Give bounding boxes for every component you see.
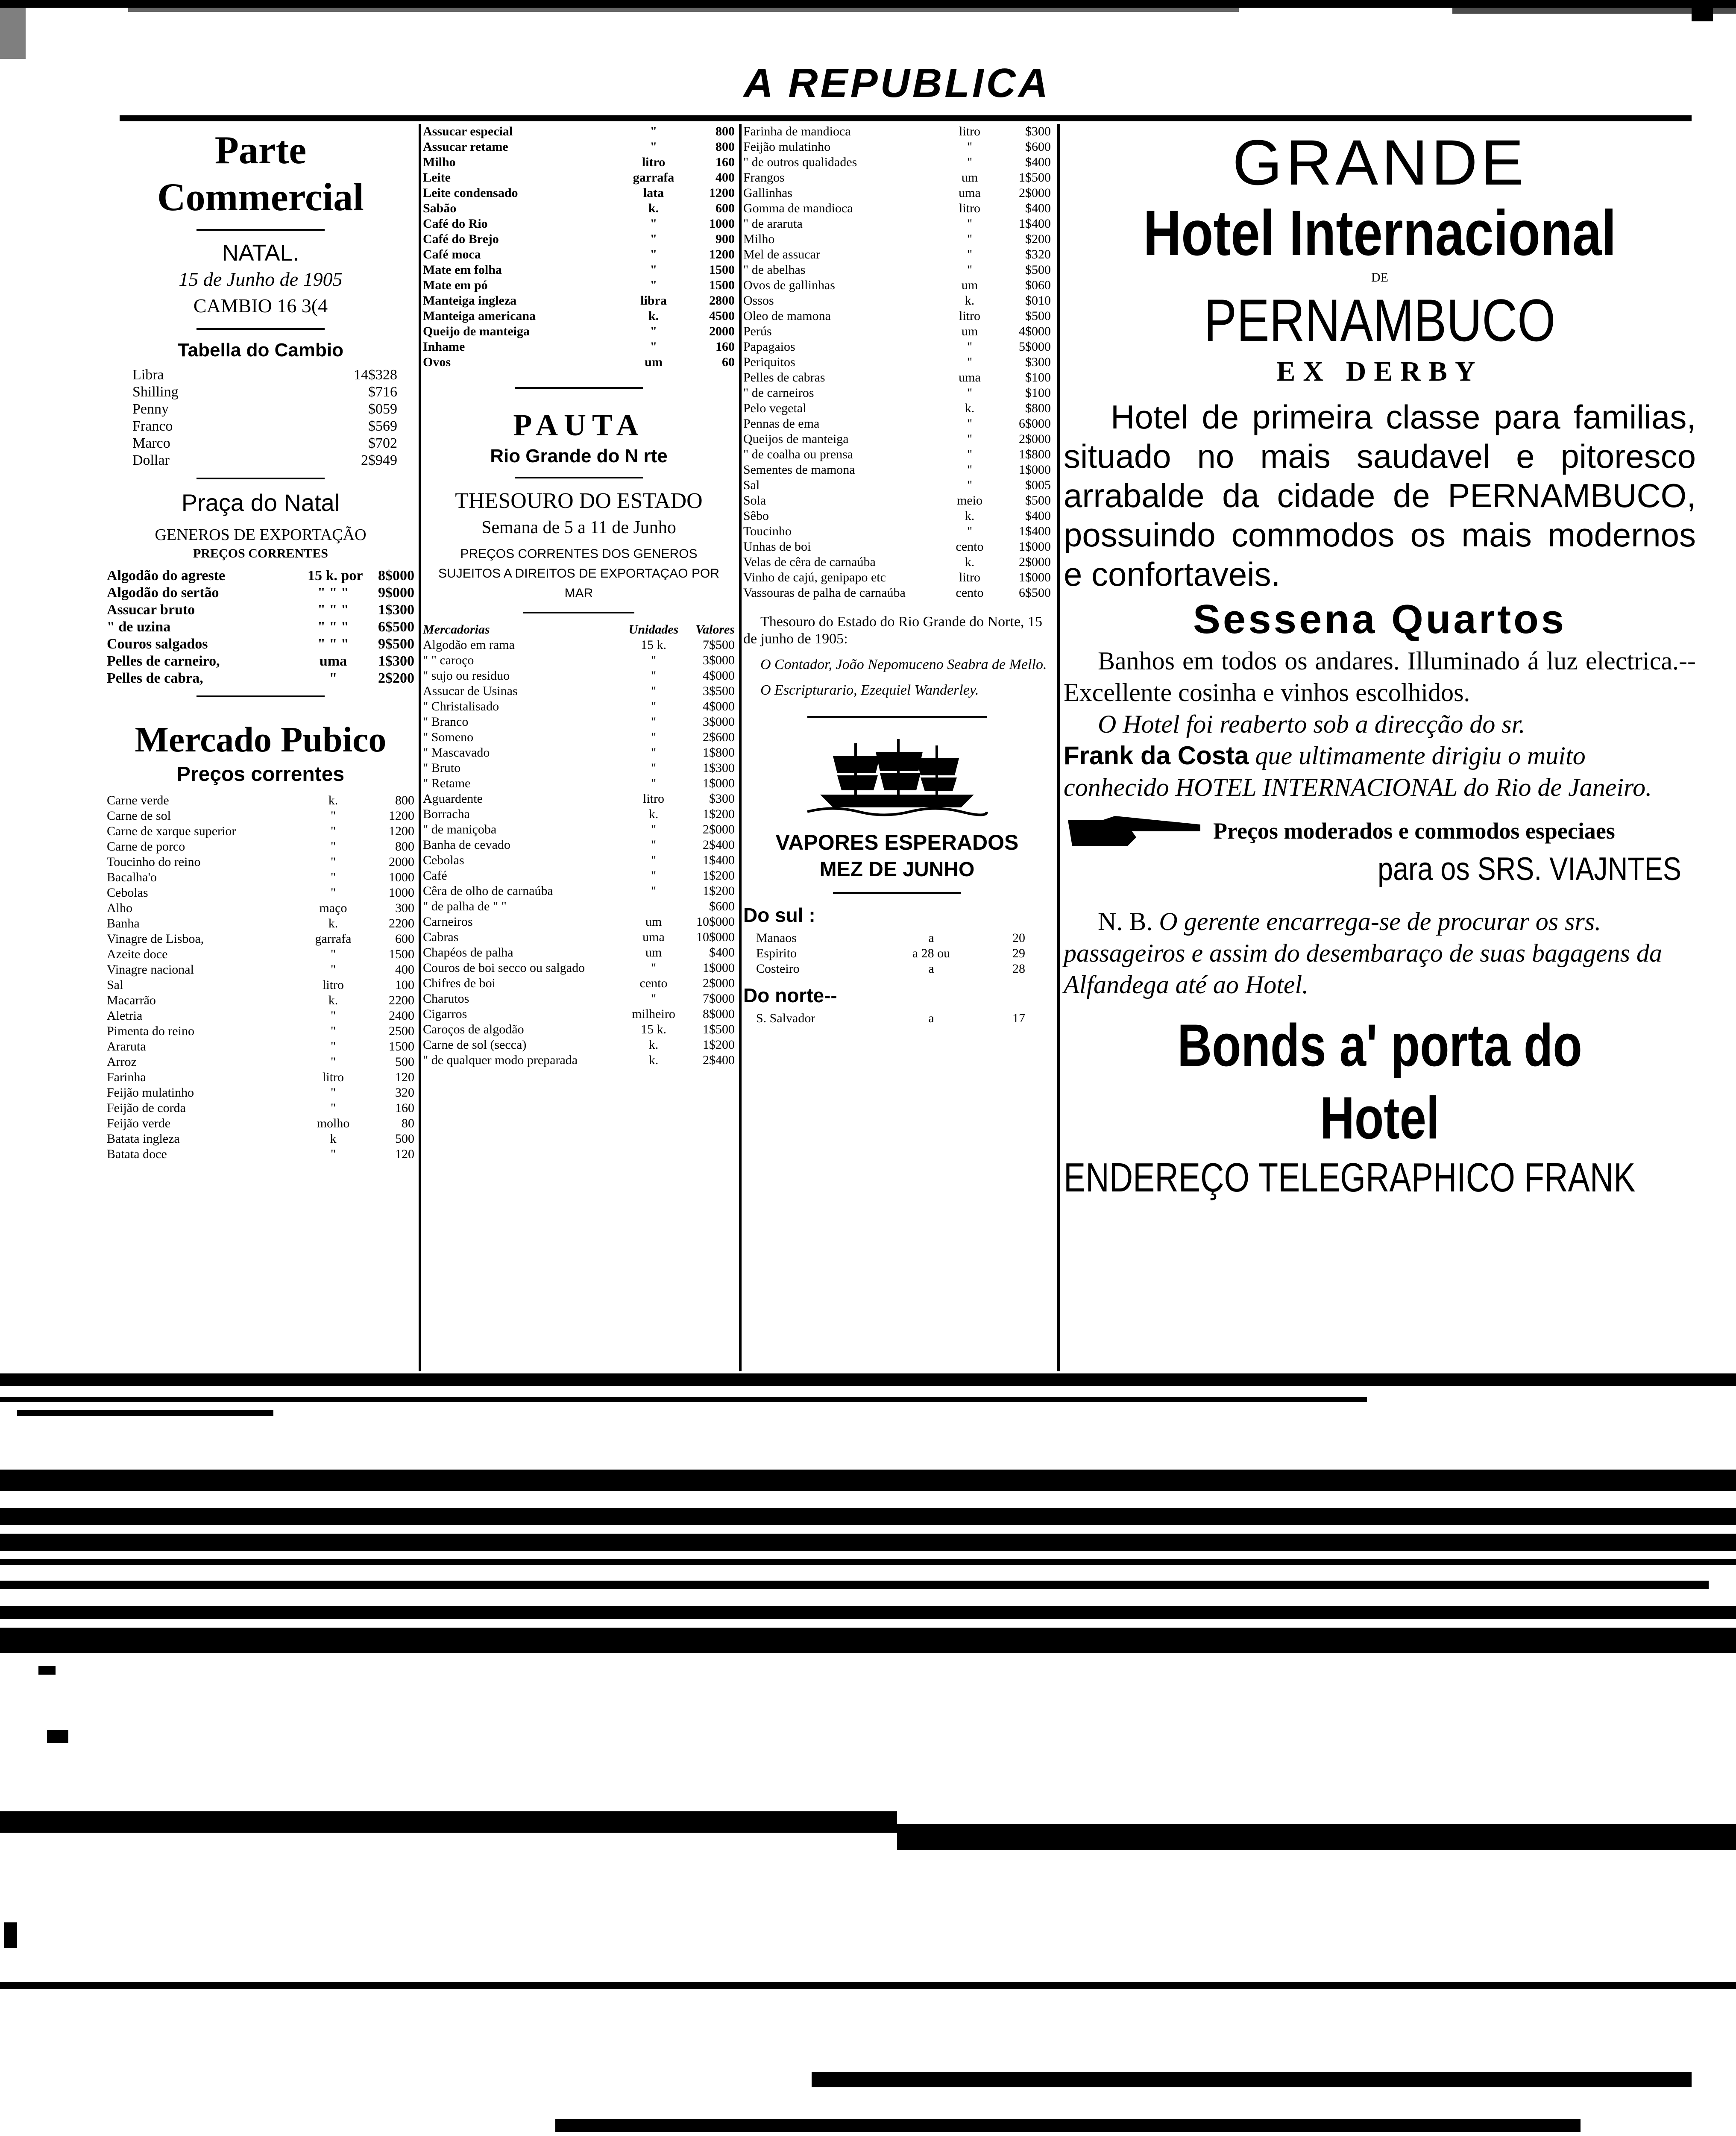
table-row: " Branco " 3$000 — [423, 715, 735, 729]
table-row: Algodão do agreste 15 k. por 8$000 — [107, 568, 414, 584]
header-valores: Valores — [695, 622, 735, 637]
divider — [833, 892, 961, 894]
table-row: Caroços de algodão 15 k. 1$500 — [423, 1022, 735, 1036]
scan-artifact — [4, 1922, 17, 1948]
mercado-table — [107, 793, 414, 1162]
scan-artifact — [0, 1534, 1736, 1551]
ad-de: DE — [1371, 270, 1388, 285]
pauta-title: PAUTA — [513, 408, 645, 442]
table-row: " de abelhas " $500 — [743, 263, 1051, 277]
table-row: Mel de assucar " $320 — [743, 247, 1051, 261]
table-row: Café " 1$200 — [423, 868, 735, 883]
table-row: Couros de boi secco ou salgado " 1$000 — [423, 961, 735, 975]
table-row: " Christalisado " 4$000 — [423, 699, 735, 713]
table-row: Carne de sol " 1200 — [107, 809, 414, 823]
table-row: Sabão k. 600 — [423, 201, 735, 215]
section-title: Parte Commercial — [157, 128, 364, 219]
praca-title: Praça do Natal — [181, 489, 340, 516]
table-row: Manteiga americana k. 4500 — [423, 309, 735, 323]
pauta-subtitle: Rio Grande do N rte — [490, 446, 668, 467]
scan-artifact — [0, 1470, 1736, 1491]
table-row: Pennas de ema " 6$000 — [743, 417, 1051, 431]
scan-artifact — [38, 1666, 56, 1675]
table-row: Assucar bruto " " " 1$300 — [107, 602, 414, 618]
ad-para-viajantes: para os SRS. VIAJNTES — [1378, 851, 1681, 887]
table-row: Bacalha'o " 1000 — [107, 870, 414, 884]
scan-artifact — [0, 1628, 1736, 1653]
ad-reaberto-2 — [1064, 740, 1696, 803]
scan-artifact — [0, 1811, 897, 1833]
scan-artifact — [0, 1982, 1736, 1989]
header-mercadorias: Mercadorias — [423, 622, 490, 637]
column-pauta-continued — [743, 124, 1051, 1371]
table-row: Farinha litro 120 — [107, 1070, 414, 1084]
table-row: Penny $059 — [132, 401, 397, 417]
column-rule-3 — [1057, 124, 1060, 1371]
table-row: Costeiro a 28 — [756, 962, 1025, 976]
table-row: Cêra de olho de carnaúba " 1$200 — [423, 884, 735, 898]
scan-artifact — [47, 1730, 68, 1743]
table-row: Mate em pó " 1500 — [423, 278, 735, 292]
table-row: Algodão em rama 15 k. 7$500 — [423, 638, 735, 652]
table-row: " de palha de " " $600 — [423, 899, 735, 913]
table-row: Assucar especial " 800 — [423, 124, 735, 138]
table-row: Feijão mulatinho " $600 — [743, 140, 1051, 154]
table-row: Algodão do sertão " " " 9$000 — [107, 585, 414, 601]
table-row: S. Salvador a 17 — [756, 1011, 1025, 1025]
table-row: Cebolas " 1000 — [107, 886, 414, 900]
scan-artifact — [0, 1508, 1736, 1525]
table-row: Perús um 4$000 — [743, 324, 1051, 338]
table-row: Sal " $005 — [743, 478, 1051, 492]
scan-artifact — [0, 1373, 1736, 1386]
scan-artifact — [0, 1606, 1736, 1619]
pointing-hand-icon — [1064, 812, 1205, 850]
table-row: Cigarros milheiro 8$000 — [423, 1007, 735, 1021]
table-row: Manteiga ingleza libra 2800 — [423, 293, 735, 308]
scan-artifact — [17, 1410, 273, 1416]
ad-reaberto-rest: que ultimamente dirigiu o muito conhecido HOTEL INTERNACIONAL do Rio de Janeiro. — [1064, 742, 1652, 801]
table-row: Frangos um 1$500 — [743, 170, 1051, 185]
do-sul-label: Do sul : — [743, 904, 815, 926]
table-row: Pimenta do reino " 2500 — [107, 1024, 414, 1038]
table-row: Azeite doce " 1500 — [107, 947, 414, 961]
pauta-table — [423, 637, 735, 1068]
cambio-table — [132, 367, 397, 469]
table-row: Queijo de manteiga " 2000 — [423, 324, 735, 338]
ad-reaberto: O Hotel foi reaberto sob a direcção do sr. — [1098, 710, 1525, 738]
table-row: Feijão mulatinho " 320 — [107, 1086, 414, 1100]
table-row: Milho litro 160 — [423, 155, 735, 169]
sul-table — [756, 930, 1025, 977]
table-row: Gallinhas uma 2$000 — [743, 186, 1051, 200]
table-row: Arroz " 500 — [107, 1055, 414, 1069]
ad-description: Hotel de primeira classe para familias, situado no mais saudavel e pitoresco arrabalde da cidade de PERNAMBUCO, possuindo commodos os mais modernos e confortaveis. — [1064, 398, 1696, 593]
ad-precos-row — [1064, 812, 1696, 850]
table-row: Vinagre de Lisboa, garrafa 600 — [107, 932, 414, 946]
divider — [196, 695, 325, 697]
table-row: Vinagre nacional " 400 — [107, 962, 414, 977]
table-row: Carne de xarque superior " 1200 — [107, 824, 414, 838]
table-row: Shilling $716 — [132, 384, 397, 400]
table-row: Café do Rio " 1000 — [423, 217, 735, 231]
table-row: Café moca " 1200 — [423, 247, 735, 261]
table-row: " Retame " 1$000 — [423, 776, 735, 790]
table-row: " de araruta " 1$400 — [743, 217, 1051, 231]
table-row: Espirito a 28 ou 29 — [756, 946, 1025, 960]
table-row: Macarrão k. 2200 — [107, 993, 414, 1007]
table-row: Pelles de carneiro, uma 1$300 — [107, 653, 414, 669]
table-row: Carne de sol (secca) k. 1$200 — [423, 1038, 735, 1052]
table-row: Chifres de boi cento 2$000 — [423, 976, 735, 990]
table-row: Periquitos " $300 — [743, 355, 1051, 369]
column-rule-1 — [419, 124, 421, 1371]
table-row: Feijão de corda " 160 — [107, 1101, 414, 1115]
table-row: Inhame " 160 — [423, 340, 735, 354]
table-row: Dollar 2$949 — [132, 452, 397, 468]
header-unidades: Unidades — [628, 622, 679, 637]
scan-artifact — [0, 1581, 1709, 1589]
table-row: Ovos um 60 — [423, 355, 735, 369]
table-row: Sêbo k. $400 — [743, 509, 1051, 523]
divider — [515, 477, 643, 478]
cambio-label: CAMBIO 16 3(4 — [193, 295, 328, 317]
table-row: Aletria " 2400 — [107, 1009, 414, 1023]
table-row: Toucinho " 1$400 — [743, 524, 1051, 538]
table-row: " de uzina " " " 6$500 — [107, 619, 414, 635]
table-row: Franco $569 — [132, 418, 397, 434]
table-row: Farinha de mandioca litro $300 — [743, 124, 1051, 138]
table-row: " de maniçoba " 2$000 — [423, 822, 735, 836]
table-row: Charutos " 7$000 — [423, 992, 735, 1006]
header-noise-graphic — [0, 0, 1736, 60]
table-row: Pelles de cabra, " 2$200 — [107, 670, 414, 686]
table-row: Pelo vegetal k. $800 — [743, 401, 1051, 415]
table-row: Sal litro 100 — [107, 978, 414, 992]
precos-subtitle: PREÇOS CORRENTES — [193, 546, 328, 560]
table-row: Café do Brejo " 900 — [423, 232, 735, 246]
table-row: Libra 14$328 — [132, 367, 397, 383]
divider — [196, 229, 325, 231]
pauta-table-header — [423, 622, 735, 637]
table-row: Mate em folha " 1500 — [423, 263, 735, 277]
table-row: Pelles de cabras uma $100 — [743, 370, 1051, 384]
table-row: " " caroço " 3$000 — [423, 653, 735, 667]
ad-banhos: Banhos em todos os andares. Illuminado á luz electrica.--Excellente cosinha e vinhos escolhidos. — [1064, 647, 1696, 707]
table-row: Sementes de mamona " 1$000 — [743, 463, 1051, 477]
ad-nb-label: N. B. — [1098, 907, 1153, 936]
export-table — [107, 567, 414, 687]
ad-precos-moderados: Preços moderados e commodos especiaes — [1213, 818, 1615, 844]
divider — [807, 716, 987, 718]
ad-endereco: ENDEREÇO TELEGRAPHICO FRANK — [1064, 1155, 1636, 1200]
masthead-rule — [120, 115, 1692, 121]
table-row: Vassouras de palha de carnaúba cento 6$500 — [743, 586, 1051, 600]
table-row: Papagaios " 5$000 — [743, 340, 1051, 354]
ad-nb-text: O gerente encarrega-se de procurar os srs. passageiros e assim do desembaraço de suas bagagens da Alfandega até ao Hotel. — [1064, 907, 1663, 999]
ad-bonds: Bonds a' porta do Hotel — [1177, 1012, 1582, 1151]
scan-artifact — [0, 1397, 1367, 1402]
table-row: " de coalha ou prensa " 1$800 — [743, 447, 1051, 461]
table-row: Assucar de Usinas " 3$500 — [423, 684, 735, 698]
table-row: Carne verde k. 800 — [107, 793, 414, 807]
table-row: Banha de cevado " 2$400 — [423, 838, 735, 852]
semana-label: Semana de 5 a 11 de Junho — [481, 518, 676, 537]
table-row: Banha k. 2200 — [107, 916, 414, 930]
table-row: Borracha k. 1$200 — [423, 807, 735, 821]
signature-contador: O Contador, João Nepomuceno Seabra de Mello. — [760, 657, 1047, 672]
prices-table-top — [423, 124, 735, 370]
mercado-title: Mercado Pubico — [135, 720, 387, 760]
ad-grande: GRANDE — [1232, 126, 1527, 198]
table-row: Velas de cêra de carnaúba k. 2$000 — [743, 555, 1051, 569]
table-row: Carneiros um 10$000 — [423, 915, 735, 929]
table-row: Marco $702 — [132, 435, 397, 451]
column-rule-2 — [739, 124, 742, 1371]
table-row: Milho " $200 — [743, 232, 1051, 246]
date-label: 15 de Junho de 1905 — [179, 268, 343, 290]
scan-artifact — [555, 2119, 1581, 2132]
ad-pernambuco: PERNAMBUCO — [1204, 287, 1556, 354]
ship-icon — [807, 731, 987, 816]
table-row: Carne de porco " 800 — [107, 839, 414, 854]
table-row: Alho maço 300 — [107, 901, 414, 915]
scan-artifact — [812, 2072, 1692, 2087]
table-row: " de qualquer modo preparada k. 2$400 — [423, 1053, 735, 1067]
divider — [196, 478, 325, 479]
vapores-title: VAPORES ESPERADOS — [775, 830, 1019, 854]
table-row: Ossos k. $010 — [743, 293, 1051, 308]
generos-title: GENEROS DE EXPORTAÇÃO — [155, 526, 367, 544]
table-row: Oleo de mamona litro $500 — [743, 309, 1051, 323]
table-row: Toucinho do reino " 2000 — [107, 855, 414, 869]
table-row: Leite condensado lata 1200 — [423, 186, 735, 200]
column-commercial — [107, 124, 414, 1371]
table-row: Araruta " 1500 — [107, 1039, 414, 1053]
ad-hotel-name: Hotel Internacional — [1143, 197, 1616, 269]
mercado-subtitle: Preços correntes — [176, 763, 345, 786]
table-row: Cabras uma 10$000 — [423, 930, 735, 944]
vapores-subtitle: MEZ DE JUNHO — [819, 858, 975, 881]
table-row: " sujo ou residuo " 4$000 — [423, 669, 735, 683]
table-row: Couros salgados " " " 9$500 — [107, 636, 414, 652]
ad-nb — [1064, 906, 1696, 1001]
scan-artifact — [0, 1559, 1736, 1565]
table-row: Manaos a 20 — [756, 931, 1025, 945]
signature-escripturario: O Escripturario, Ezequiel Wanderley. — [760, 682, 979, 698]
table-row: " de carneiros " $100 — [743, 386, 1051, 400]
do-norte-label: Do norte-- — [743, 984, 837, 1006]
table-row: Unhas de boi cento 1$000 — [743, 540, 1051, 554]
masthead: A REPUBLICA — [743, 60, 1051, 106]
table-row: " de outros qualidades " $400 — [743, 155, 1051, 169]
divider — [523, 612, 634, 613]
signature-thesouro: Thesouro do Estado do Rio Grande do Norte, 15 de junho de 1905: — [743, 614, 1043, 647]
ad-quartos: Sessena Quartos — [1193, 596, 1567, 642]
divider — [515, 387, 643, 389]
hotel-advertisement — [1064, 124, 1696, 1371]
table-row: Cebolas " 1$400 — [423, 853, 735, 867]
table-row: Batata doce " 120 — [107, 1147, 414, 1161]
precos-note: PREÇOS CORRENTES DOS GENEROS SUJEITOS A DIREITOS DE EXPORTAÇAO POR MAR — [438, 547, 719, 600]
ad-ex-derby: EX DERBY — [1276, 356, 1483, 387]
table-row: Sola meio $500 — [743, 493, 1051, 508]
norte-table — [756, 1011, 1025, 1026]
place-label: NATAL. — [222, 240, 299, 266]
table-row: " Mascavado " 1$800 — [423, 745, 735, 760]
table-row: Chapéos de palha um $400 — [423, 945, 735, 959]
table-row: Feijão verde molho 80 — [107, 1116, 414, 1130]
table-row: Ovos de gallinhas um $060 — [743, 278, 1051, 292]
ad-frank-da-costa: Frank da Costa — [1064, 741, 1249, 770]
tabella-title: Tabella do Cambio — [178, 340, 343, 361]
scan-artifact — [897, 1824, 1736, 1850]
column-pauta — [423, 124, 735, 1371]
thesouro-title: THESOURO DO ESTADO — [455, 489, 703, 513]
table-row: " Someno " 2$600 — [423, 730, 735, 744]
table-row: " Bruto " 1$300 — [423, 761, 735, 775]
table-row: Queijos de manteiga " 2$000 — [743, 432, 1051, 446]
divider — [196, 328, 325, 330]
table-row: Leite garrafa 400 — [423, 170, 735, 185]
table-row: Aguardente litro $300 — [423, 792, 735, 806]
table-row: Vinho de cajú, genipapo etc litro 1$000 — [743, 570, 1051, 584]
prices-table — [743, 124, 1051, 601]
table-row: Gomma de mandioca litro $400 — [743, 201, 1051, 215]
table-row: Assucar retame " 800 — [423, 140, 735, 154]
table-row: Batata ingleza k 500 — [107, 1132, 414, 1146]
